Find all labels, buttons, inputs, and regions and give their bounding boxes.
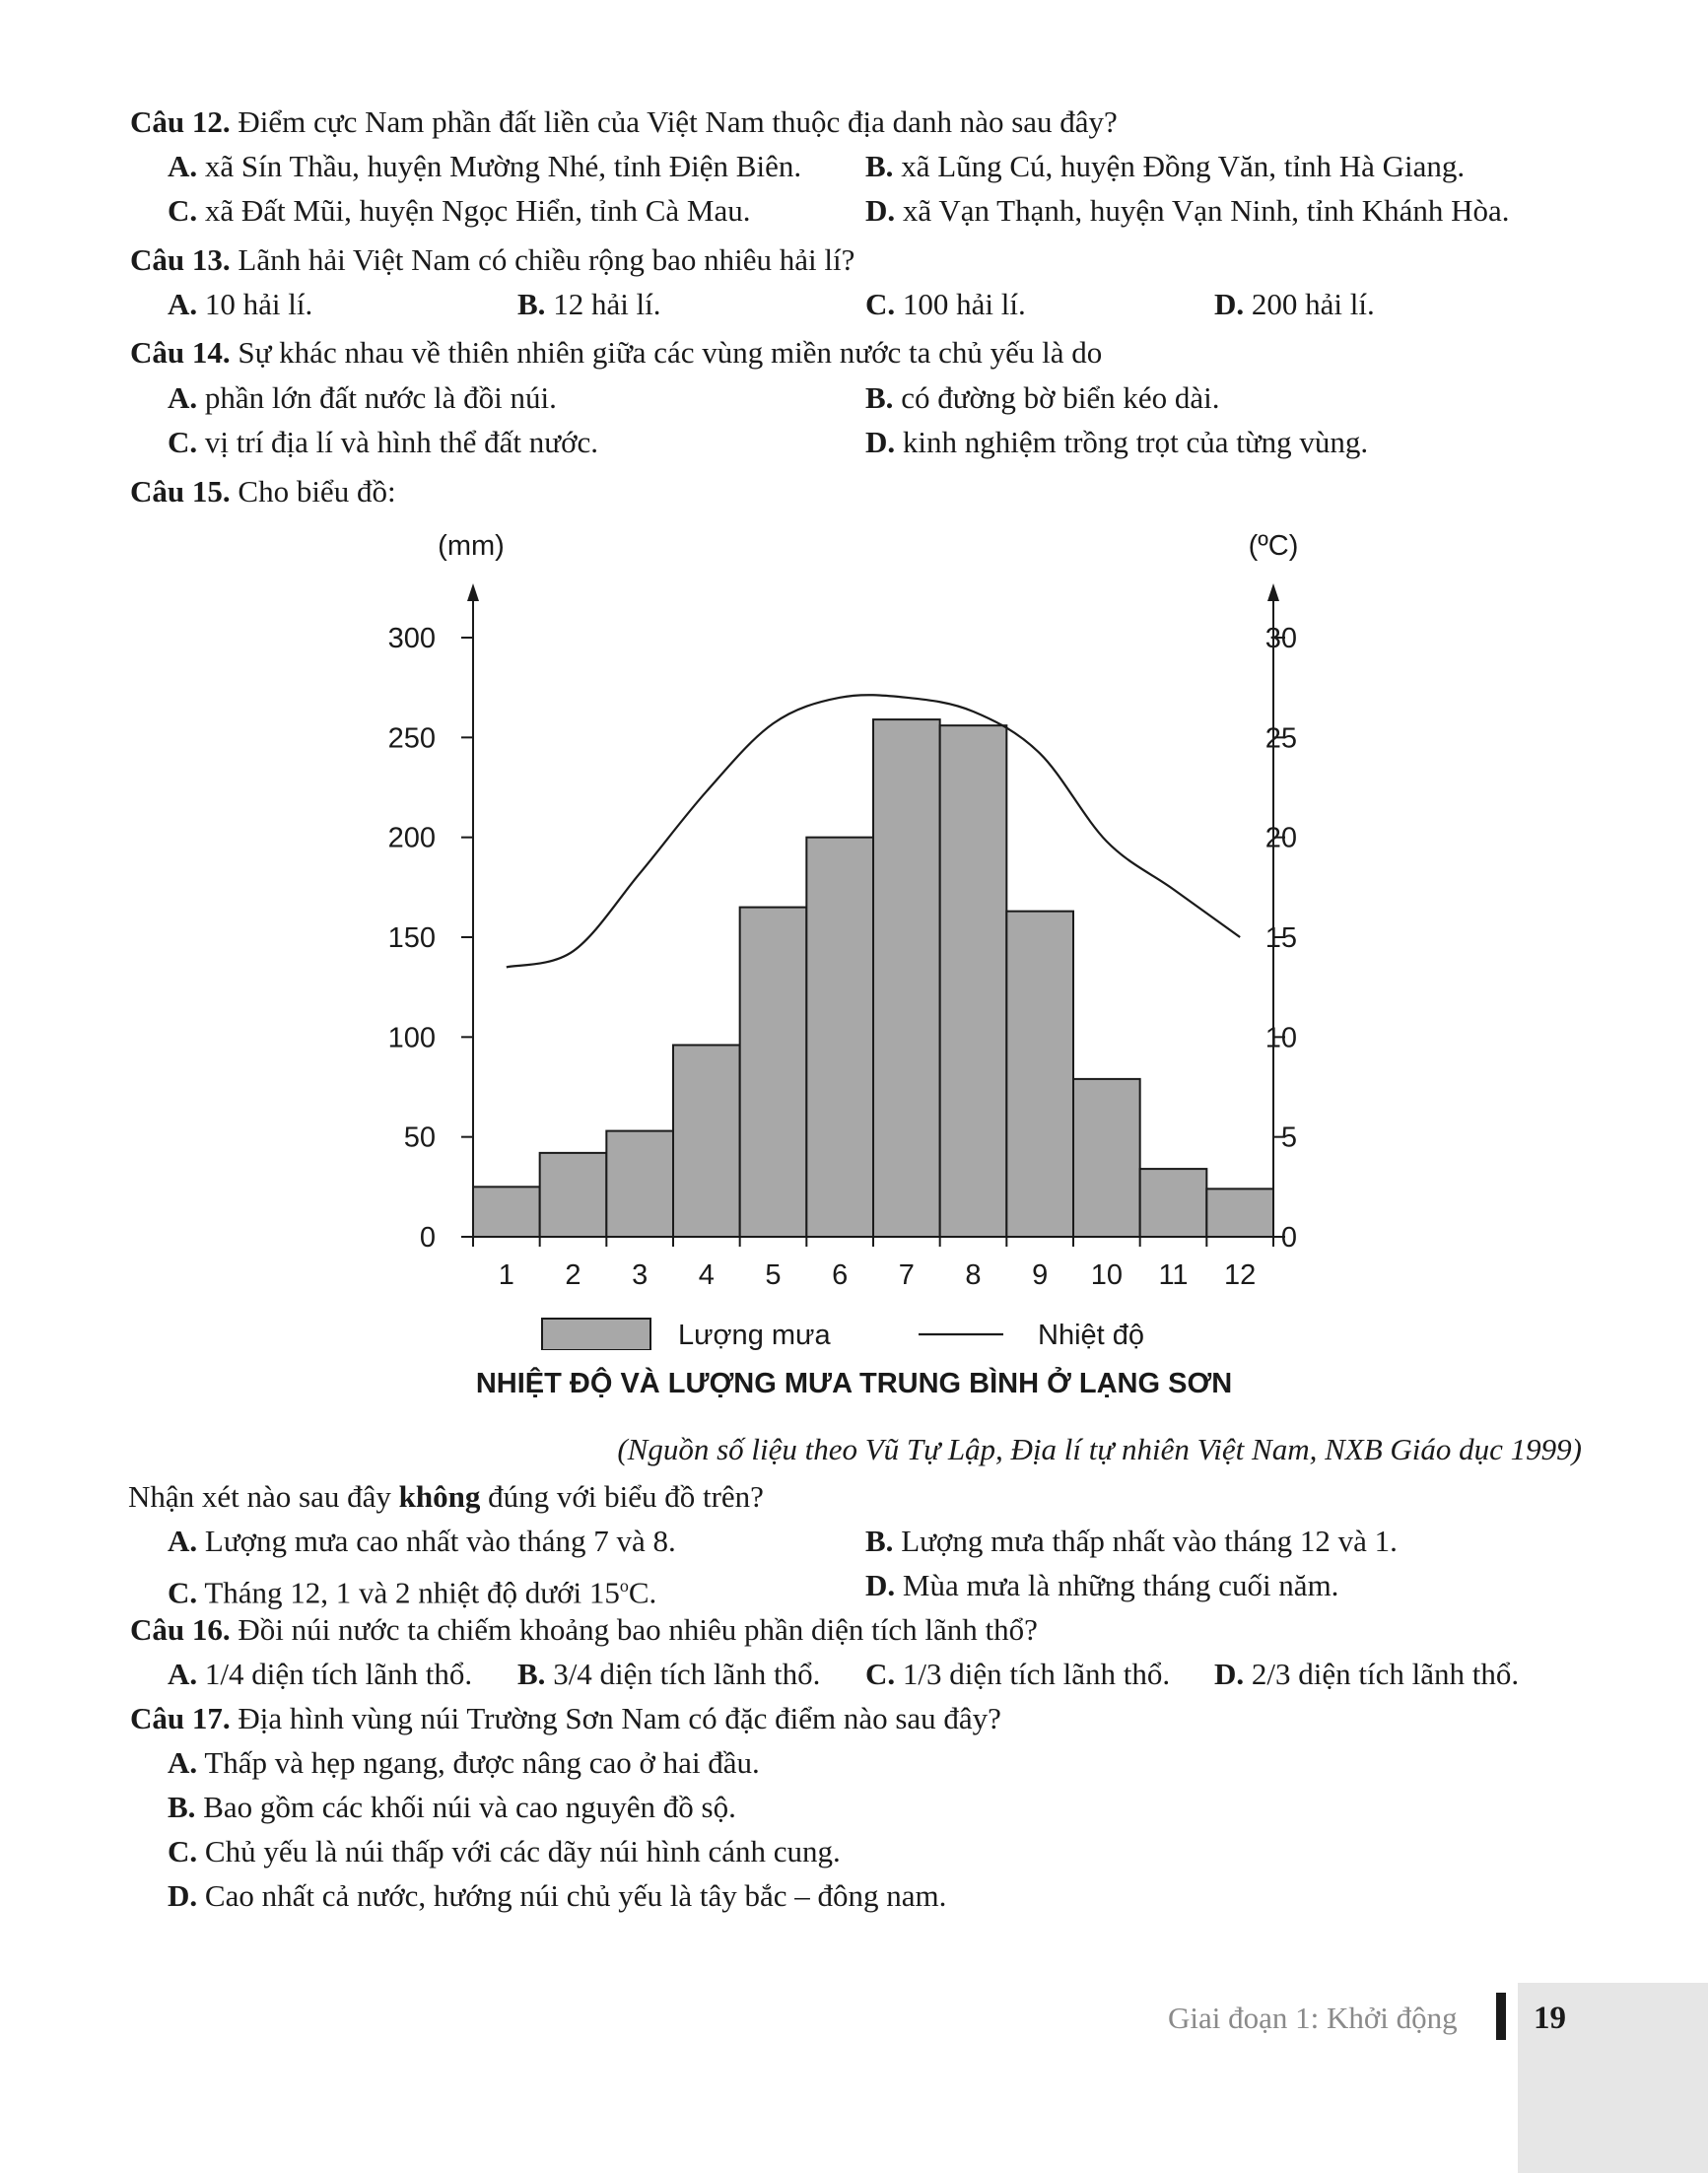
question-text: Địa hình vùng núi Trường Sơn Nam có đặc điểm nào sau đây?	[230, 1701, 1001, 1735]
rainfall-bar-month-3	[606, 1131, 673, 1237]
option-text: Thấp và hẹp ngang, được nâng cao ở hai đầu.	[197, 1745, 760, 1780]
q14-option-c[interactable]	[168, 424, 598, 461]
option-letter: D.	[1214, 287, 1245, 321]
month-label-8: 8	[965, 1259, 982, 1291]
question-label: Câu 13.	[130, 242, 231, 277]
month-label-9: 9	[1032, 1259, 1049, 1291]
option-letter: C.	[168, 425, 198, 459]
question-text: Điểm cực Nam phần đất liền của Việt Nam thuộc địa danh nào sau đây?	[230, 104, 1118, 139]
q15-option-a[interactable]	[168, 1523, 676, 1560]
q14-option-b[interactable]	[865, 379, 1220, 417]
option-text: xã Lũng Cú, huyện Đồng Văn, tỉnh Hà Giang.	[893, 149, 1466, 183]
q17-option-d[interactable]	[168, 1877, 946, 1915]
option-letter: C.	[168, 1834, 198, 1868]
legend-rainfall-label: Lượng mưa	[678, 1320, 831, 1350]
question-text: Đồi núi nước ta chiếm khoảng bao nhiêu phần diện tích lãnh thổ?	[230, 1612, 1038, 1647]
option-text: Lượng mưa thấp nhất vào tháng 12 và 1.	[893, 1524, 1398, 1558]
legend-temperature-label: Nhiệt độ	[1038, 1320, 1145, 1350]
question-16-stem	[130, 1611, 1038, 1649]
q13-option-b[interactable]	[517, 286, 661, 323]
section-footer: Giai đoạn 1: Khởi động	[1168, 2001, 1458, 2035]
option-text: Tháng 12, 1 và 2 nhiệt độ dưới 15	[197, 1575, 620, 1610]
q17-option-c[interactable]	[168, 1833, 841, 1870]
q13-option-c[interactable]	[865, 286, 1026, 323]
left-axis-title: (mm)	[438, 530, 505, 562]
climate-chart	[365, 522, 1311, 1350]
prompt-text-post: đúng với biểu đồ trên?	[480, 1479, 764, 1514]
q16-option-d[interactable]	[1214, 1656, 1519, 1693]
option-letter: C.	[168, 1575, 198, 1610]
option-text: 1/4 diện tích lãnh thổ.	[197, 1657, 473, 1691]
option-letter: B.	[865, 149, 894, 183]
option-text: 2/3 diện tích lãnh thổ.	[1244, 1657, 1520, 1691]
rainfall-bar-month-4	[673, 1045, 740, 1237]
option-text: 12 hải lí.	[545, 287, 661, 321]
option-text: Cao nhất cả nước, hướng núi chủ yếu là tây bắc – đông nam.	[197, 1878, 947, 1913]
footer-divider	[1496, 1993, 1506, 2040]
question-label: Câu 16.	[130, 1612, 231, 1647]
question-17-stem	[130, 1700, 1001, 1737]
option-letter: D.	[865, 425, 896, 459]
option-letter: D.	[168, 1878, 198, 1913]
q12-option-c[interactable]	[168, 192, 751, 230]
option-text: xã Vạn Thạnh, huyện Vạn Ninh, tỉnh Khánh Hòa.	[895, 193, 1510, 228]
month-label-7: 7	[898, 1259, 915, 1291]
left-tick-label: 150	[387, 922, 436, 954]
option-text: Bao gồm các khối núi và cao nguyên đồ sộ.	[195, 1790, 736, 1824]
option-text: vị trí địa lí và hình thể đất nước.	[197, 425, 598, 459]
q16-option-c[interactable]	[865, 1656, 1170, 1693]
q13-option-d[interactable]	[1214, 286, 1375, 323]
option-letter: A.	[168, 380, 198, 415]
prompt-text-bold: không	[398, 1479, 481, 1514]
question-15-prompt	[128, 1478, 764, 1516]
right-tick-label: 25	[1264, 722, 1297, 755]
option-text: phần lớn đất nước là đồi núi.	[197, 380, 557, 415]
option-letter: B.	[865, 380, 894, 415]
option-letter: B.	[865, 1524, 894, 1558]
month-label-10: 10	[1090, 1259, 1123, 1291]
q16-option-a[interactable]	[168, 1656, 472, 1693]
left-axis-arrow	[467, 583, 479, 601]
rainfall-bar-month-1	[473, 1187, 540, 1237]
question-text: Lãnh hải Việt Nam có chiều rộng bao nhiêu hải lí?	[230, 242, 855, 277]
degree-sup: o	[619, 1576, 629, 1596]
option-letter: A.	[168, 1657, 198, 1691]
right-tick-label: 30	[1264, 623, 1297, 654]
q14-option-d[interactable]	[865, 424, 1368, 461]
option-letter: A.	[168, 1524, 198, 1558]
option-text: xã Đất Mũi, huyện Ngọc Hiển, tỉnh Cà Mau.	[197, 193, 751, 228]
question-12-stem	[130, 103, 1118, 141]
right-axis-title: (ºC)	[1248, 530, 1299, 562]
month-label-12: 12	[1224, 1259, 1257, 1291]
option-text: xã Sín Thầu, huyện Mường Nhé, tỉnh Điện Biên.	[197, 149, 802, 183]
option-letter: B.	[517, 287, 546, 321]
chart-title: NHIỆT ĐỘ VÀ LƯỢNG MƯA TRUNG BÌNH Ở LẠNG SƠN	[475, 1368, 1233, 1399]
month-label-2: 2	[565, 1259, 581, 1291]
rainfall-bar-month-12	[1206, 1188, 1273, 1237]
q17-option-b[interactable]	[168, 1789, 736, 1826]
left-tick-label: 0	[419, 1222, 436, 1254]
month-label-6: 6	[832, 1259, 849, 1291]
rainfall-bar-month-8	[940, 725, 1007, 1237]
option-text: 200 hải lí.	[1244, 287, 1375, 321]
month-label-11: 11	[1158, 1259, 1189, 1291]
option-text: Mùa mưa là những tháng cuối năm.	[895, 1568, 1339, 1602]
option-letter: D.	[865, 193, 896, 228]
right-tick-label: 15	[1264, 922, 1297, 954]
month-label-5: 5	[765, 1259, 782, 1291]
right-tick-label: 20	[1264, 822, 1297, 854]
option-text-end: C.	[628, 1575, 657, 1610]
rainfall-bar-month-2	[540, 1153, 607, 1237]
q15-option-d[interactable]	[865, 1567, 1338, 1604]
option-letter: C.	[865, 287, 896, 321]
month-label-3: 3	[632, 1259, 649, 1291]
rainfall-bar-month-7	[873, 719, 940, 1237]
option-letter: C.	[168, 193, 198, 228]
q17-option-a[interactable]	[168, 1744, 760, 1782]
question-15-stem	[130, 473, 396, 510]
q13-option-a[interactable]	[168, 286, 312, 323]
rainfall-bar-month-9	[1006, 912, 1073, 1237]
rainfall-bar-month-10	[1073, 1079, 1140, 1237]
option-letter: A.	[168, 1745, 198, 1780]
left-tick-label: 300	[387, 623, 436, 654]
question-label: Câu 12.	[130, 104, 231, 139]
right-tick-label: 10	[1264, 1022, 1297, 1054]
right-tick-label: 5	[1280, 1121, 1297, 1154]
rainfall-bar-month-6	[806, 838, 873, 1237]
question-text: Cho biểu đồ:	[230, 474, 396, 509]
option-text: kinh nghiệm trồng trọt của từng vùng.	[895, 425, 1369, 459]
option-letter: D.	[1214, 1657, 1245, 1691]
month-label-1: 1	[498, 1259, 514, 1291]
question-13-stem	[130, 241, 854, 279]
question-label: Câu 15.	[130, 474, 231, 509]
q16-option-b[interactable]	[517, 1656, 820, 1693]
q12-option-a[interactable]	[168, 148, 801, 185]
option-text: 10 hải lí.	[197, 287, 313, 321]
option-text: 3/4 diện tích lãnh thổ.	[545, 1657, 821, 1691]
question-14-stem	[130, 334, 1102, 372]
q12-option-d[interactable]	[865, 192, 1510, 230]
question-label: Câu 17.	[130, 1701, 231, 1735]
option-letter: B.	[517, 1657, 546, 1691]
option-letter: C.	[865, 1657, 896, 1691]
rainfall-bar-month-11	[1140, 1169, 1207, 1237]
right-tick-label: 0	[1280, 1222, 1297, 1254]
left-tick-label: 200	[387, 822, 436, 854]
chart-source: (Nguồn số liệu theo Vũ Tự Lập, Địa lí tự nhiên Việt Nam, NXB Giáo dục 1999)	[617, 1432, 1582, 1466]
question-label: Câu 14.	[130, 335, 231, 370]
month-label-4: 4	[698, 1259, 715, 1291]
option-letter: D.	[865, 1568, 896, 1602]
option-text: có đường bờ biển kéo dài.	[893, 380, 1220, 415]
left-tick-label: 50	[403, 1121, 436, 1154]
option-text: 100 hải lí.	[895, 287, 1026, 321]
question-text: Sự khác nhau về thiên nhiên giữa các vùng miền nước ta chủ yếu là do	[230, 335, 1103, 370]
option-letter: B.	[168, 1790, 196, 1824]
q12-option-b[interactable]	[865, 148, 1465, 185]
rainfall-bar-month-5	[740, 908, 807, 1237]
option-text: Chủ yếu là núi thấp với các dãy núi hình cánh cung.	[197, 1834, 841, 1868]
option-text: 1/3 diện tích lãnh thổ.	[895, 1657, 1171, 1691]
q15-option-c[interactable]	[168, 1567, 656, 1611]
page-number: 19	[1534, 2001, 1566, 2036]
right-axis-arrow	[1267, 583, 1279, 601]
q15-option-b[interactable]	[865, 1523, 1398, 1560]
option-letter: A.	[168, 149, 198, 183]
left-tick-label: 100	[387, 1022, 436, 1054]
left-tick-label: 250	[387, 722, 436, 755]
option-letter: A.	[168, 287, 198, 321]
legend-rainfall-swatch	[542, 1319, 650, 1350]
q14-option-a[interactable]	[168, 379, 557, 417]
option-text: Lượng mưa cao nhất vào tháng 7 và 8.	[197, 1524, 676, 1558]
prompt-text-pre: Nhận xét nào sau đây	[128, 1479, 399, 1514]
